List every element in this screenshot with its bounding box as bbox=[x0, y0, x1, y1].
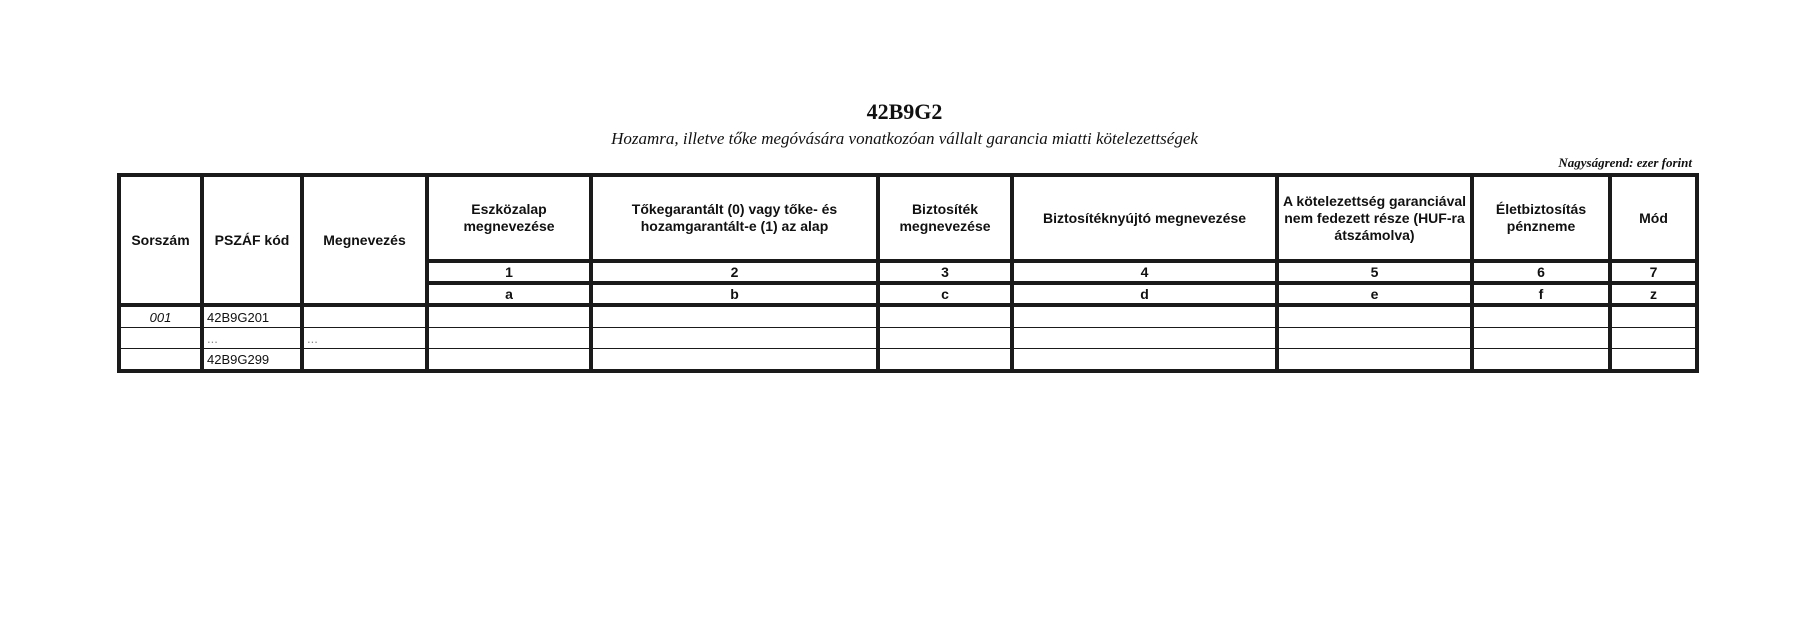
row-megnevezes bbox=[302, 305, 427, 328]
data-cell bbox=[427, 349, 591, 372]
header-col-7: Mód bbox=[1610, 175, 1697, 261]
row-pszaf-kod: ... bbox=[202, 328, 302, 349]
data-cell bbox=[1012, 349, 1277, 372]
data-cell bbox=[427, 305, 591, 328]
data-cell bbox=[427, 328, 591, 349]
column-letter: b bbox=[591, 283, 878, 305]
data-cell bbox=[1610, 328, 1697, 349]
data-cell bbox=[591, 349, 878, 372]
column-letter: c bbox=[878, 283, 1012, 305]
header-col-1: Eszközalap megnevezése bbox=[427, 175, 591, 261]
data-cell bbox=[591, 328, 878, 349]
data-cell bbox=[878, 328, 1012, 349]
data-cell bbox=[1277, 328, 1472, 349]
row-pszaf-kod: 42B9G201 bbox=[202, 305, 302, 328]
column-number: 1 bbox=[427, 261, 591, 283]
header-row bbox=[119, 175, 1697, 261]
data-cell bbox=[1610, 349, 1697, 372]
header-col-5: A kötelezettség garanciával nem fedezett része (HUF-ra átszámolva) bbox=[1277, 175, 1472, 261]
data-cell bbox=[1277, 349, 1472, 372]
row-sorszam bbox=[119, 349, 202, 372]
row-sorszam: 001 bbox=[119, 305, 202, 328]
report-table bbox=[117, 173, 1699, 373]
header-col-2: Tőkegarantált (0) vagy tőke- és hozamgarantált-e (1) az alap bbox=[591, 175, 878, 261]
table-row bbox=[119, 305, 1697, 328]
data-cell bbox=[591, 305, 878, 328]
column-number: 5 bbox=[1277, 261, 1472, 283]
page-title: 42B9G2 bbox=[866, 99, 943, 124]
data-cell bbox=[1012, 305, 1277, 328]
header-pszaf-kod: PSZÁF kód bbox=[202, 175, 302, 305]
row-pszaf-kod: 42B9G299 bbox=[202, 349, 302, 372]
header-col-6: Életbiztosítás pénzneme bbox=[1472, 175, 1610, 261]
row-megnevezes: ... bbox=[302, 328, 427, 349]
data-cell bbox=[1472, 328, 1610, 349]
column-number: 2 bbox=[591, 261, 878, 283]
data-cell bbox=[1277, 305, 1472, 328]
table-row bbox=[119, 328, 1697, 349]
data-cell bbox=[1610, 305, 1697, 328]
row-megnevezes bbox=[302, 349, 427, 372]
column-number: 6 bbox=[1472, 261, 1610, 283]
row-sorszam bbox=[119, 328, 202, 349]
column-number: 3 bbox=[878, 261, 1012, 283]
data-cell bbox=[1012, 328, 1277, 349]
header-col-4: Biztosítéknyújtó megnevezése bbox=[1012, 175, 1277, 261]
header-megnevezes: Megnevezés bbox=[302, 175, 427, 305]
data-cell bbox=[878, 305, 1012, 328]
unit-note: Nagyságrend: ezer forint bbox=[1558, 155, 1692, 170]
header-sorszam: Sorszám bbox=[119, 175, 202, 305]
data-cell bbox=[1472, 349, 1610, 372]
column-letter: e bbox=[1277, 283, 1472, 305]
column-letter: a bbox=[427, 283, 591, 305]
header-col-3: Biztosíték megnevezése bbox=[878, 175, 1012, 261]
column-number: 7 bbox=[1610, 261, 1697, 283]
column-letter: d bbox=[1012, 283, 1277, 305]
data-cell bbox=[878, 349, 1012, 372]
page-subtitle: Hozamra, illetve tőke megóvására vonatkozóan vállalt garancia miatti kötelezettségek bbox=[611, 129, 1198, 148]
table-row bbox=[119, 349, 1697, 372]
column-letter: z bbox=[1610, 283, 1697, 305]
column-number: 4 bbox=[1012, 261, 1277, 283]
column-letter: f bbox=[1472, 283, 1610, 305]
data-cell bbox=[1472, 305, 1610, 328]
